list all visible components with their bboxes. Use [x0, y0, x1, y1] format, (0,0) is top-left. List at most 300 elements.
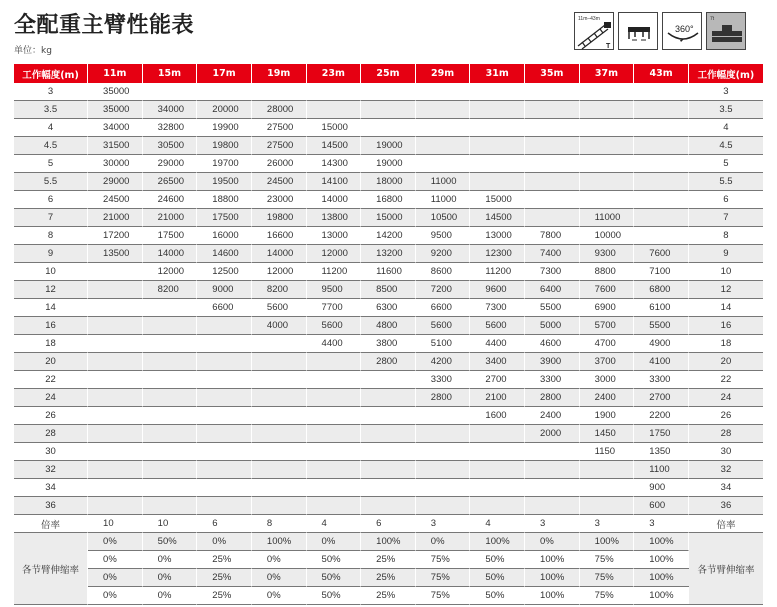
ratio-row: [14, 515, 763, 533]
radius-cell: 9: [689, 245, 763, 263]
svg-text:T: T: [606, 43, 611, 50]
load-cell: 13000: [307, 227, 362, 245]
load-cell: [307, 83, 362, 101]
load-cell: [307, 497, 362, 515]
ratio-cell: 3: [525, 515, 580, 533]
load-cell: 8600: [416, 263, 471, 281]
table-row: [14, 371, 763, 389]
load-cell: 19000: [361, 155, 416, 173]
radius-cell: 28: [14, 425, 88, 443]
load-cell: [143, 407, 198, 425]
load-cell: [361, 101, 416, 119]
load-cell: 7300: [470, 299, 525, 317]
page-title: 全配重主臂性能表: [14, 13, 195, 38]
load-cell: 7600: [634, 245, 689, 263]
load-cell: 3300: [525, 371, 580, 389]
load-cell: 7800: [525, 227, 580, 245]
load-cell: 28000: [252, 101, 307, 119]
radius-cell: 34: [689, 479, 763, 497]
load-cell: 35000: [88, 101, 143, 119]
radius-cell: 4.5: [689, 137, 763, 155]
radius-cell: 8: [689, 227, 763, 245]
load-cell: [88, 353, 143, 371]
load-cell: [88, 461, 143, 479]
load-cell: 3700: [580, 353, 635, 371]
load-cell: [580, 137, 635, 155]
load-cell: [307, 407, 362, 425]
load-cell: 2700: [470, 371, 525, 389]
radius-cell: 36: [14, 497, 88, 515]
radius-cell: 12: [689, 281, 763, 299]
load-cell: 5500: [634, 317, 689, 335]
load-cell: [361, 425, 416, 443]
radius-cell: 6: [14, 191, 88, 209]
ratio-cell: 8: [252, 515, 307, 533]
load-cell: 1150: [580, 443, 635, 461]
load-cell: 11600: [361, 263, 416, 281]
radius-cell: 34: [14, 479, 88, 497]
load-cell: 15000: [361, 209, 416, 227]
load-cell: 3900: [525, 353, 580, 371]
load-cell: 23000: [252, 191, 307, 209]
table-row: [14, 497, 763, 515]
load-cell: [252, 461, 307, 479]
extension-cell: 100%: [580, 533, 635, 551]
load-cell: [525, 497, 580, 515]
load-cell: 9000: [197, 281, 252, 299]
load-cell: 14600: [197, 245, 252, 263]
load-cell: [525, 479, 580, 497]
load-cell: [525, 101, 580, 119]
load-cell: 2200: [634, 407, 689, 425]
radius-cell: 3: [689, 83, 763, 101]
load-cell: 4600: [525, 335, 580, 353]
table-row: [14, 407, 763, 425]
radius-cell: 5: [689, 155, 763, 173]
extension-label: 各节臂伸缩率: [689, 533, 763, 605]
load-cell: [470, 137, 525, 155]
radius-cell: 3.5: [14, 101, 88, 119]
load-cell: [580, 83, 635, 101]
load-cell: 18000: [361, 173, 416, 191]
load-cell: [634, 137, 689, 155]
load-cell: [197, 497, 252, 515]
header-radius-left: 工作幅度(m): [14, 64, 88, 83]
load-cell: 14200: [361, 227, 416, 245]
radius-cell: 26: [14, 407, 88, 425]
load-cell: 29000: [88, 173, 143, 191]
load-cell: 19000: [361, 137, 416, 155]
load-cell: [416, 101, 471, 119]
load-cell: [143, 335, 198, 353]
load-cell: [307, 425, 362, 443]
load-cell: [88, 407, 143, 425]
load-cell: [252, 407, 307, 425]
load-cell: [143, 83, 198, 101]
load-cell: 4400: [307, 335, 362, 353]
load-cell: 15000: [470, 191, 525, 209]
header-boom-11m: 11m: [88, 64, 143, 83]
load-cell: [197, 83, 252, 101]
load-cell: 24500: [252, 173, 307, 191]
load-cell: [470, 119, 525, 137]
extension-cell: 100%: [634, 587, 689, 605]
load-cell: 19900: [197, 119, 252, 137]
load-cell: 12000: [143, 263, 198, 281]
radius-cell: 14: [14, 299, 88, 317]
load-cell: [361, 119, 416, 137]
load-cell: 19800: [252, 209, 307, 227]
load-cell: 26500: [143, 173, 198, 191]
load-cell: 14000: [252, 245, 307, 263]
radius-cell: 32: [689, 461, 763, 479]
load-cell: [580, 119, 635, 137]
load-cell: 14000: [307, 191, 362, 209]
load-cell: [88, 389, 143, 407]
load-cell: 2000: [525, 425, 580, 443]
load-cell: [470, 479, 525, 497]
table-row: [14, 155, 763, 173]
load-cell: 4000: [252, 317, 307, 335]
load-cell: [307, 443, 362, 461]
load-cell: [416, 497, 471, 515]
load-cell: 6600: [416, 299, 471, 317]
load-cell: 14000: [143, 245, 198, 263]
table-row: [14, 101, 763, 119]
extension-cell: 50%: [307, 587, 362, 605]
load-cell: 6300: [361, 299, 416, 317]
load-cell: [634, 119, 689, 137]
load-cell: [580, 191, 635, 209]
load-cell: [525, 155, 580, 173]
extension-cell: 25%: [361, 551, 416, 569]
load-cell: 9500: [416, 227, 471, 245]
load-cell: 32800: [143, 119, 198, 137]
load-cell: [197, 389, 252, 407]
load-cell: 13500: [88, 245, 143, 263]
header-boom-19m: 19m: [252, 64, 307, 83]
load-cell: 10000: [580, 227, 635, 245]
load-cell: 3300: [634, 371, 689, 389]
load-cell: [252, 83, 307, 101]
radius-cell: 7: [14, 209, 88, 227]
load-cell: [197, 425, 252, 443]
radius-cell: 4: [689, 119, 763, 137]
load-cell: [307, 461, 362, 479]
ratio-cell: 10: [143, 515, 198, 533]
table-row: [14, 461, 763, 479]
load-cell: 5600: [252, 299, 307, 317]
radius-cell: 22: [14, 371, 88, 389]
table-row: [14, 83, 763, 101]
load-cell: 5600: [307, 317, 362, 335]
load-cell: 27500: [252, 137, 307, 155]
radius-cell: 24: [14, 389, 88, 407]
counterweight-icon: [706, 12, 746, 50]
extension-cell: 100%: [361, 533, 416, 551]
load-cell: 5600: [470, 317, 525, 335]
load-cell: 34000: [143, 101, 198, 119]
load-cell: [634, 155, 689, 173]
load-cell: 20000: [197, 101, 252, 119]
load-cell: 4400: [470, 335, 525, 353]
load-cell: 14500: [307, 137, 362, 155]
load-cell: 18800: [197, 191, 252, 209]
load-cell: 12300: [470, 245, 525, 263]
extension-cell: 100%: [634, 551, 689, 569]
ratio-label: 倍率: [689, 515, 763, 533]
load-cell: 24600: [143, 191, 198, 209]
load-cell: 35000: [88, 83, 143, 101]
load-cell: [525, 191, 580, 209]
load-cell: 11200: [307, 263, 362, 281]
radius-cell: 30: [689, 443, 763, 461]
extension-cell: 0%: [143, 569, 198, 587]
radius-cell: 4: [14, 119, 88, 137]
load-chart-table: [14, 64, 763, 605]
extension-row: [14, 551, 763, 569]
load-cell: [525, 173, 580, 191]
load-cell: 2800: [525, 389, 580, 407]
load-cell: [470, 155, 525, 173]
load-cell: 24500: [88, 191, 143, 209]
load-cell: [197, 479, 252, 497]
load-cell: [143, 461, 198, 479]
table-row: [14, 209, 763, 227]
load-cell: 21000: [88, 209, 143, 227]
load-cell: [197, 317, 252, 335]
load-cell: 14500: [470, 209, 525, 227]
load-cell: 11000: [416, 173, 471, 191]
load-cell: 27500: [252, 119, 307, 137]
load-cell: 1900: [580, 407, 635, 425]
load-cell: [197, 335, 252, 353]
load-cell: 7400: [525, 245, 580, 263]
load-cell: [416, 443, 471, 461]
load-cell: [197, 353, 252, 371]
radius-cell: 20: [14, 353, 88, 371]
load-cell: 21000: [143, 209, 198, 227]
extension-cell: 0%: [88, 551, 143, 569]
extension-cell: 75%: [580, 551, 635, 569]
load-cell: [580, 173, 635, 191]
load-cell: [143, 299, 198, 317]
load-cell: 7200: [416, 281, 471, 299]
table-row: [14, 443, 763, 461]
table-row: [14, 317, 763, 335]
load-cell: 2800: [361, 353, 416, 371]
load-cell: 2800: [416, 389, 471, 407]
load-cell: 15000: [307, 119, 362, 137]
radius-cell: 6: [689, 191, 763, 209]
load-cell: 13200: [361, 245, 416, 263]
load-cell: 16000: [197, 227, 252, 245]
load-cell: 19800: [197, 137, 252, 155]
radius-cell: 16: [689, 317, 763, 335]
load-cell: 5700: [580, 317, 635, 335]
load-cell: [634, 173, 689, 191]
load-cell: [361, 443, 416, 461]
extension-cell: 50%: [307, 551, 362, 569]
spec-icons: [574, 12, 746, 50]
load-cell: [143, 425, 198, 443]
table-row: [14, 191, 763, 209]
header-boom-31m: 31m: [470, 64, 525, 83]
extension-cell: 100%: [252, 533, 307, 551]
extension-cell: 50%: [470, 587, 525, 605]
load-cell: 17500: [143, 227, 198, 245]
load-cell: [88, 335, 143, 353]
extension-cell: 0%: [88, 533, 143, 551]
radius-cell: 5: [14, 155, 88, 173]
extension-cell: 50%: [143, 533, 198, 551]
load-cell: [416, 119, 471, 137]
load-cell: 6800: [634, 281, 689, 299]
header-boom-17m: 17m: [197, 64, 252, 83]
load-cell: [88, 497, 143, 515]
load-cell: [252, 389, 307, 407]
extension-cell: 75%: [416, 587, 471, 605]
load-cell: [88, 479, 143, 497]
svg-text:7t: 7t: [710, 16, 715, 22]
load-cell: 19700: [197, 155, 252, 173]
load-cell: 6900: [580, 299, 635, 317]
radius-cell: 24: [689, 389, 763, 407]
load-cell: 12500: [197, 263, 252, 281]
load-cell: 1350: [634, 443, 689, 461]
load-cell: 2100: [470, 389, 525, 407]
extension-cell: 25%: [361, 587, 416, 605]
load-cell: [525, 443, 580, 461]
load-cell: [361, 479, 416, 497]
load-cell: 7300: [525, 263, 580, 281]
load-cell: [361, 371, 416, 389]
load-cell: [361, 389, 416, 407]
header-boom-25m: 25m: [361, 64, 416, 83]
load-cell: [416, 461, 471, 479]
load-cell: 14100: [307, 173, 362, 191]
header-boom-43m: 43m: [634, 64, 689, 83]
load-cell: [252, 353, 307, 371]
load-cell: 12000: [307, 245, 362, 263]
load-cell: 9200: [416, 245, 471, 263]
extension-cell: 0%: [88, 569, 143, 587]
extension-cell: 50%: [307, 569, 362, 587]
radius-cell: 5.5: [14, 173, 88, 191]
load-cell: [307, 389, 362, 407]
load-cell: 17200: [88, 227, 143, 245]
extension-cell: 25%: [361, 569, 416, 587]
load-cell: 8200: [252, 281, 307, 299]
load-cell: [634, 227, 689, 245]
extension-cell: 100%: [634, 533, 689, 551]
ratio-cell: 3: [634, 515, 689, 533]
extension-cell: 50%: [470, 551, 525, 569]
load-cell: 8500: [361, 281, 416, 299]
radius-cell: 10: [689, 263, 763, 281]
radius-cell: 8: [14, 227, 88, 245]
extension-row: [14, 569, 763, 587]
extension-cell: 75%: [580, 587, 635, 605]
radius-cell: 3: [14, 83, 88, 101]
header-boom-29m: 29m: [416, 64, 471, 83]
load-cell: [634, 191, 689, 209]
table-row: [14, 245, 763, 263]
table-header-row: [14, 64, 763, 83]
load-cell: 30000: [88, 155, 143, 173]
load-cell: [361, 461, 416, 479]
load-cell: 7100: [634, 263, 689, 281]
table-row: [14, 353, 763, 371]
extension-cell: 100%: [525, 569, 580, 587]
extension-cell: 0%: [252, 587, 307, 605]
load-cell: [361, 83, 416, 101]
load-cell: [143, 479, 198, 497]
extension-label: 各节臂伸缩率: [14, 533, 88, 605]
load-cell: 16800: [361, 191, 416, 209]
load-cell: 6100: [634, 299, 689, 317]
header-boom-37m: 37m: [580, 64, 635, 83]
radius-cell: 7: [689, 209, 763, 227]
load-cell: 900: [634, 479, 689, 497]
extension-cell: 25%: [197, 587, 252, 605]
load-cell: [143, 371, 198, 389]
load-cell: [634, 209, 689, 227]
load-cell: 3300: [416, 371, 471, 389]
telescopic-boom-icon: [574, 12, 614, 50]
ratio-cell: 10: [88, 515, 143, 533]
radius-cell: 10: [14, 263, 88, 281]
radius-cell: 16: [14, 317, 88, 335]
radius-cell: 5.5: [689, 173, 763, 191]
load-cell: 14300: [307, 155, 362, 173]
load-cell: 11200: [470, 263, 525, 281]
ratio-cell: 3: [416, 515, 471, 533]
radius-cell: 14: [689, 299, 763, 317]
load-cell: [470, 461, 525, 479]
extension-row: [14, 533, 763, 551]
radius-cell: 18: [14, 335, 88, 353]
load-cell: [143, 497, 198, 515]
load-cell: 4800: [361, 317, 416, 335]
load-cell: 8200: [143, 281, 198, 299]
extension-cell: 100%: [525, 587, 580, 605]
load-cell: 600: [634, 497, 689, 515]
ratio-cell: 6: [361, 515, 416, 533]
load-cell: 34000: [88, 119, 143, 137]
load-cell: 11000: [416, 191, 471, 209]
load-cell: [416, 425, 471, 443]
load-cell: [252, 443, 307, 461]
radius-cell: 12: [14, 281, 88, 299]
extension-cell: 100%: [634, 569, 689, 587]
ratio-cell: 4: [470, 515, 525, 533]
extension-cell: 0%: [197, 533, 252, 551]
load-cell: [252, 497, 307, 515]
radius-cell: 32: [14, 461, 88, 479]
load-cell: [470, 425, 525, 443]
load-cell: 9500: [307, 281, 362, 299]
load-cell: [88, 317, 143, 335]
load-cell: [634, 101, 689, 119]
load-cell: [88, 299, 143, 317]
load-cell: [88, 425, 143, 443]
load-cell: [580, 497, 635, 515]
load-cell: 3400: [470, 353, 525, 371]
load-cell: 16600: [252, 227, 307, 245]
load-cell: [361, 497, 416, 515]
load-cell: [580, 479, 635, 497]
